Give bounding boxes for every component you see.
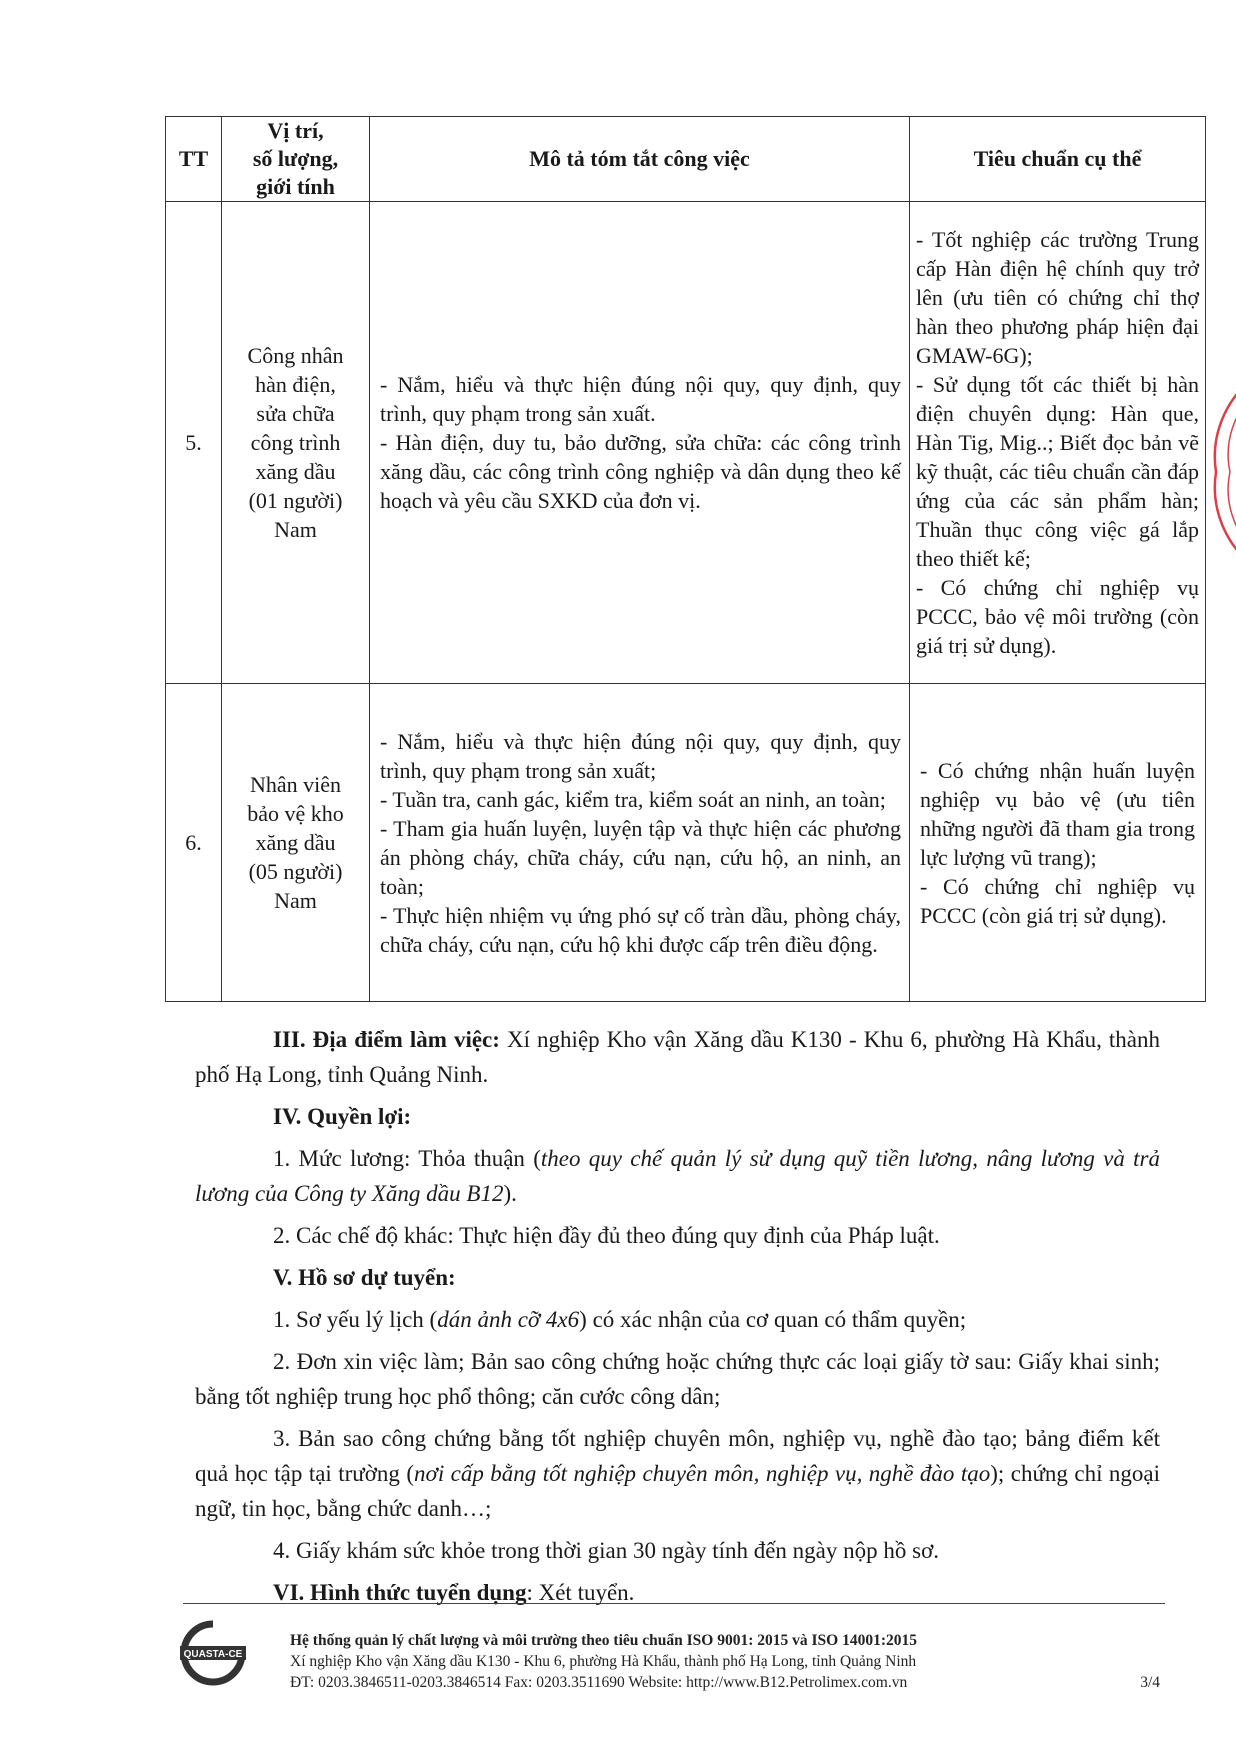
row-standard: [910, 202, 1206, 684]
standard-item: - Có chứng chỉ nghiệp vụ PCCC, bảo vệ môi trường (còn giá trị sử dụng).: [916, 575, 1199, 658]
description-item: - Nắm, hiểu và thực hiện đúng nội quy, quy định, quy trình, quy phạm trong sản xuất.: [380, 372, 901, 426]
text-run-italic: theo quy chế quản lý sử dụng quỹ tiền lương, nâng lương và trả lương của Công ty Xăng dầu B12: [195, 1146, 1161, 1206]
row-standard: [910, 684, 1206, 1002]
header-position: [222, 117, 370, 202]
position-line: Nam: [274, 517, 317, 542]
standard-item: - Có chứng nhận huấn luyện nghiệp vụ bảo vệ (ưu tiên những người đã tham gia trong lực lượng vũ trang);: [920, 757, 1195, 870]
footer-contact-line: [290, 1672, 1160, 1693]
red-seal-icon: [1196, 372, 1236, 572]
description-item: - Tham gia huấn luyện, luyện tập và thực hiện các phương án phòng cháy, chữa cháy, cứu nạn, cứu hộ, an ninh, an toàn;: [380, 815, 901, 899]
header-position-line: số lượng,: [252, 146, 339, 171]
benefit-item: [195, 1141, 1160, 1211]
table-row: [166, 684, 1206, 1002]
text-run: 1. Sơ yếu lý lịch (: [273, 1307, 438, 1332]
text-run: 1. Mức lương: Thỏa thuận (: [273, 1146, 541, 1171]
footer-iso-line: Hệ thống quản lý chất lượng và môi trường theo tiêu chuẩn ISO 9001: 2015 và ISO 14001:2015: [290, 1632, 917, 1649]
standard-item: - Tốt nghiệp các trường Trung cấp Hàn điện hệ chính quy trở lên (ưu tiên có chứng chỉ thợ hàn theo phương pháp hiện đại GMAW-6G);: [916, 227, 1199, 368]
page-number: 3/4: [1140, 1674, 1160, 1691]
text-run-italic: dán ảnh cỡ 4x6: [437, 1307, 580, 1332]
section-recruitment: [195, 1575, 1160, 1610]
header-position-line: Vị trí,: [267, 118, 324, 143]
body-text: [195, 1022, 1160, 1617]
header-position-line: giới tính: [256, 174, 335, 199]
standard-item: - Sử dụng tốt các thiết bị hàn điện chuyên dụng: Hàn que, Hàn Tig, Mig..; Biết đọc bản vẽ kỹ thuật, các tiêu chuẩn cần đáp ứng của các sản phẩm hàn; Thuần thục công việc gá lắp theo thiết kế;: [916, 372, 1199, 571]
section-title: III. Địa điểm làm việc:: [273, 1027, 500, 1052]
position-line: Công nhân: [247, 343, 344, 368]
dossier-item: 2. Đơn xin việc làm; Bản sao công chứng hoặc chứng thực các loại giấy tờ sau: Giấy khai sinh; bằng tốt nghiệp trung học phổ thông; căn cước công dân;: [195, 1349, 1160, 1409]
position-line: Nam: [274, 888, 317, 913]
description-item: - Tuần tra, canh gác, kiểm tra, kiểm soát an ninh, an toàn;: [380, 786, 886, 812]
section-title: V. Hồ sơ dự tuyển:: [273, 1265, 456, 1290]
dossier-item: [195, 1302, 1160, 1337]
header-tt: TT: [166, 117, 222, 202]
position-line: xăng dầu: [255, 459, 336, 484]
position-line: bảo vệ kho: [247, 801, 344, 826]
position-line: (05 người): [248, 859, 343, 884]
table-row: [166, 202, 1206, 684]
section-text: Xí nghiệp Kho vận Xăng dầu K130 - Khu 6, phường Hà Khẩu, thành phố Hạ Long, tỉnh Quảng Ninh.: [195, 1027, 1160, 1087]
header-description: Mô tả tóm tắt công việc: [370, 117, 910, 202]
dossier-item: 4. Giấy khám sức khỏe trong thời gian 30 ngày tính đến ngày nộp hồ sơ.: [273, 1538, 940, 1563]
footer-contact: ĐT: 0203.3846511-0203.3846514 Fax: 0203.3511690 Website: http://www.B12.Petrolimex.com.vn: [290, 1674, 908, 1691]
benefit-item: 2. Các chế độ khác: Thực hiện đầy đủ theo đúng quy định của Pháp luật.: [273, 1223, 940, 1248]
position-line: xăng dầu: [255, 830, 336, 855]
standard-item: - Có chứng chỉ nghiệp vụ PCCC (còn giá trị sử dụng).: [920, 873, 1195, 928]
description-item: - Hàn điện, duy tu, bảo dưỡng, sửa chữa: các công trình xăng dầu, các công trình công nghiệp và dân dụng theo kế hoạch và yêu cầu SXKD của đơn vị.: [380, 430, 901, 513]
section-title: VI. Hình thức tuyển dụng: [273, 1580, 527, 1605]
page-footer: [290, 1630, 1160, 1693]
row-number: 5.: [166, 202, 222, 684]
position-line: hàn điện,: [255, 372, 336, 397]
position-line: Nhân viên: [249, 772, 342, 797]
text-run: 3. Bản sao công chứng bằng tốt nghiệp chuyên môn, nghiệp vụ, nghề đào tạo; bảng điểm kết quả học tập tại trường (: [195, 1426, 1160, 1486]
position-line: sửa chữa: [256, 401, 335, 426]
text-run-italic: nơi cấp bằng tốt nghiệp chuyên môn, nghiệp vụ, nghề đào tạo: [414, 1461, 991, 1486]
header-standard: Tiêu chuẩn cụ thể: [910, 117, 1206, 202]
position-line: công trình: [250, 430, 341, 455]
row-description: [370, 684, 910, 1002]
section-title: IV. Quyền lợi:: [273, 1104, 412, 1129]
footer-divider: [183, 1603, 1165, 1604]
section-text: : Xét tuyển.: [526, 1580, 635, 1605]
row-position: [222, 202, 370, 684]
text-run: ).: [503, 1181, 517, 1206]
text-run: ) có xác nhận của cơ quan có thẩm quyền;: [579, 1307, 967, 1332]
job-table: [165, 116, 1206, 1002]
section-location: [195, 1022, 1160, 1092]
row-description: [370, 202, 910, 684]
quasta-logo: [178, 1618, 248, 1688]
table-header-row: [166, 117, 1206, 202]
row-position: [222, 684, 370, 1002]
logo-text: QUASTA-CE: [183, 1649, 243, 1660]
position-line: (01 người): [248, 488, 343, 513]
row-number: 6.: [166, 684, 222, 1002]
description-item: - Thực hiện nhiệm vụ ứng phó sự cố tràn dầu, phòng cháy, chữa cháy, cứu nạn, cứu hộ khi được cấp trên điều động.: [380, 902, 901, 957]
description-item: - Nắm, hiểu và thực hiện đúng nội quy, quy định, quy trình, quy phạm trong sản xuất;: [380, 728, 901, 783]
dossier-item: [195, 1421, 1160, 1526]
text-run: ); chứng chỉ ngoại ngữ, tin học, bằng chức danh…;: [195, 1461, 1161, 1521]
footer-address-line: Xí nghiệp Kho vận Xăng dầu K130 - Khu 6, phường Hà Khẩu, thành phố Hạ Long, tỉnh Quảng Ninh: [290, 1653, 917, 1670]
